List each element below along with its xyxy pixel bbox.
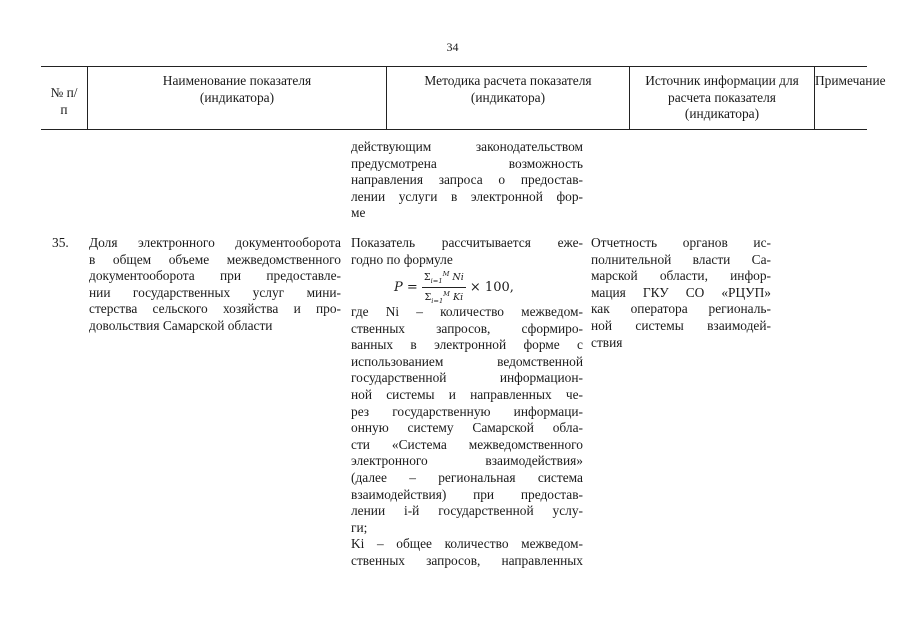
text-line: стерства сельского хозяйства и про- bbox=[89, 301, 341, 317]
text-line: Показатель рассчитывается еже- bbox=[351, 235, 583, 250]
page-number: 34 bbox=[446, 40, 459, 54]
text-line: документооборота при предоставле- bbox=[89, 268, 341, 284]
header-indicator-name: Наименование показателя (индикатора) bbox=[162, 73, 312, 105]
text-line: (далее – региональная система bbox=[351, 469, 583, 485]
text-line: ственных запросов, сформиро- bbox=[351, 320, 583, 336]
text-line: где Ni – количество межведом- bbox=[351, 304, 583, 319]
formula bbox=[394, 269, 514, 306]
text-line: мация ГКУ СО «РЦУП» bbox=[591, 284, 771, 300]
formula-rhs: × 100, bbox=[469, 280, 514, 296]
text-line: нии государственных услуг мини- bbox=[89, 284, 341, 300]
text-line: Доля электронного документооборота bbox=[89, 235, 341, 250]
text-line: ной системы и направленных че- bbox=[351, 386, 583, 402]
text-line: сти «Система межведомственного bbox=[351, 436, 583, 452]
text-line: использованием ведомственной bbox=[351, 353, 583, 369]
text-line: лении i-й государственной услу- bbox=[351, 503, 583, 519]
text-line: ственных запросов, направленных bbox=[351, 552, 583, 568]
text-line: государственной информацион- bbox=[351, 370, 583, 386]
method-description bbox=[351, 304, 583, 570]
header-note: Примечание bbox=[815, 73, 886, 88]
table-header bbox=[41, 66, 886, 130]
method-intro bbox=[351, 235, 583, 268]
text-line: лении услуги в электронной фор- bbox=[351, 188, 583, 204]
text-line: ной системы взаимодей- bbox=[591, 317, 771, 333]
formula-lhs: P = bbox=[394, 280, 418, 296]
text-line: онную систему Самарской обла- bbox=[351, 420, 583, 436]
text-line: предусмотрена возможность bbox=[351, 155, 583, 171]
information-source bbox=[591, 235, 771, 351]
text-line: марской области, инфор- bbox=[591, 268, 771, 284]
text-line: Ki – общее количество межведом- bbox=[351, 536, 583, 552]
text-line: взаимодействия) при предостав- bbox=[351, 486, 583, 502]
text-line: ги; bbox=[351, 519, 368, 535]
text-line: ме bbox=[351, 205, 366, 221]
text-line: действующим законодательством bbox=[351, 139, 583, 154]
header-source: Источник информации для расчета показателя (индикатора) bbox=[645, 73, 799, 122]
text-line: в общем объеме межведомственного bbox=[89, 251, 341, 267]
header-method: Методика расчета показателя (индикатора) bbox=[424, 73, 592, 105]
text-line: как оператора региональ- bbox=[591, 301, 771, 317]
text-line: полнительной власти Са- bbox=[591, 251, 771, 267]
text-line: довольствия Самарской области bbox=[89, 317, 273, 333]
text-line: ванных в электронной форме с bbox=[351, 337, 583, 353]
text-line: направления запроса о предостав- bbox=[351, 172, 583, 188]
header-number: № п/п bbox=[50, 85, 78, 117]
text-line: ствия bbox=[591, 334, 623, 350]
row-number: 35. bbox=[52, 235, 69, 250]
text-line: рез государственную информаци- bbox=[351, 403, 583, 419]
text-line: электронного взаимодействия» bbox=[351, 453, 583, 469]
formula-fraction: $\frac{\Sigma_{i=1}^M Ni}{\Sigma_{i=1}^M Ki}$ bbox=[423, 270, 464, 306]
text-line: Отчетность органов ис- bbox=[591, 235, 771, 250]
continuation-text bbox=[351, 139, 583, 222]
text-line: годно по формуле bbox=[351, 251, 453, 267]
indicator-name bbox=[89, 235, 341, 335]
